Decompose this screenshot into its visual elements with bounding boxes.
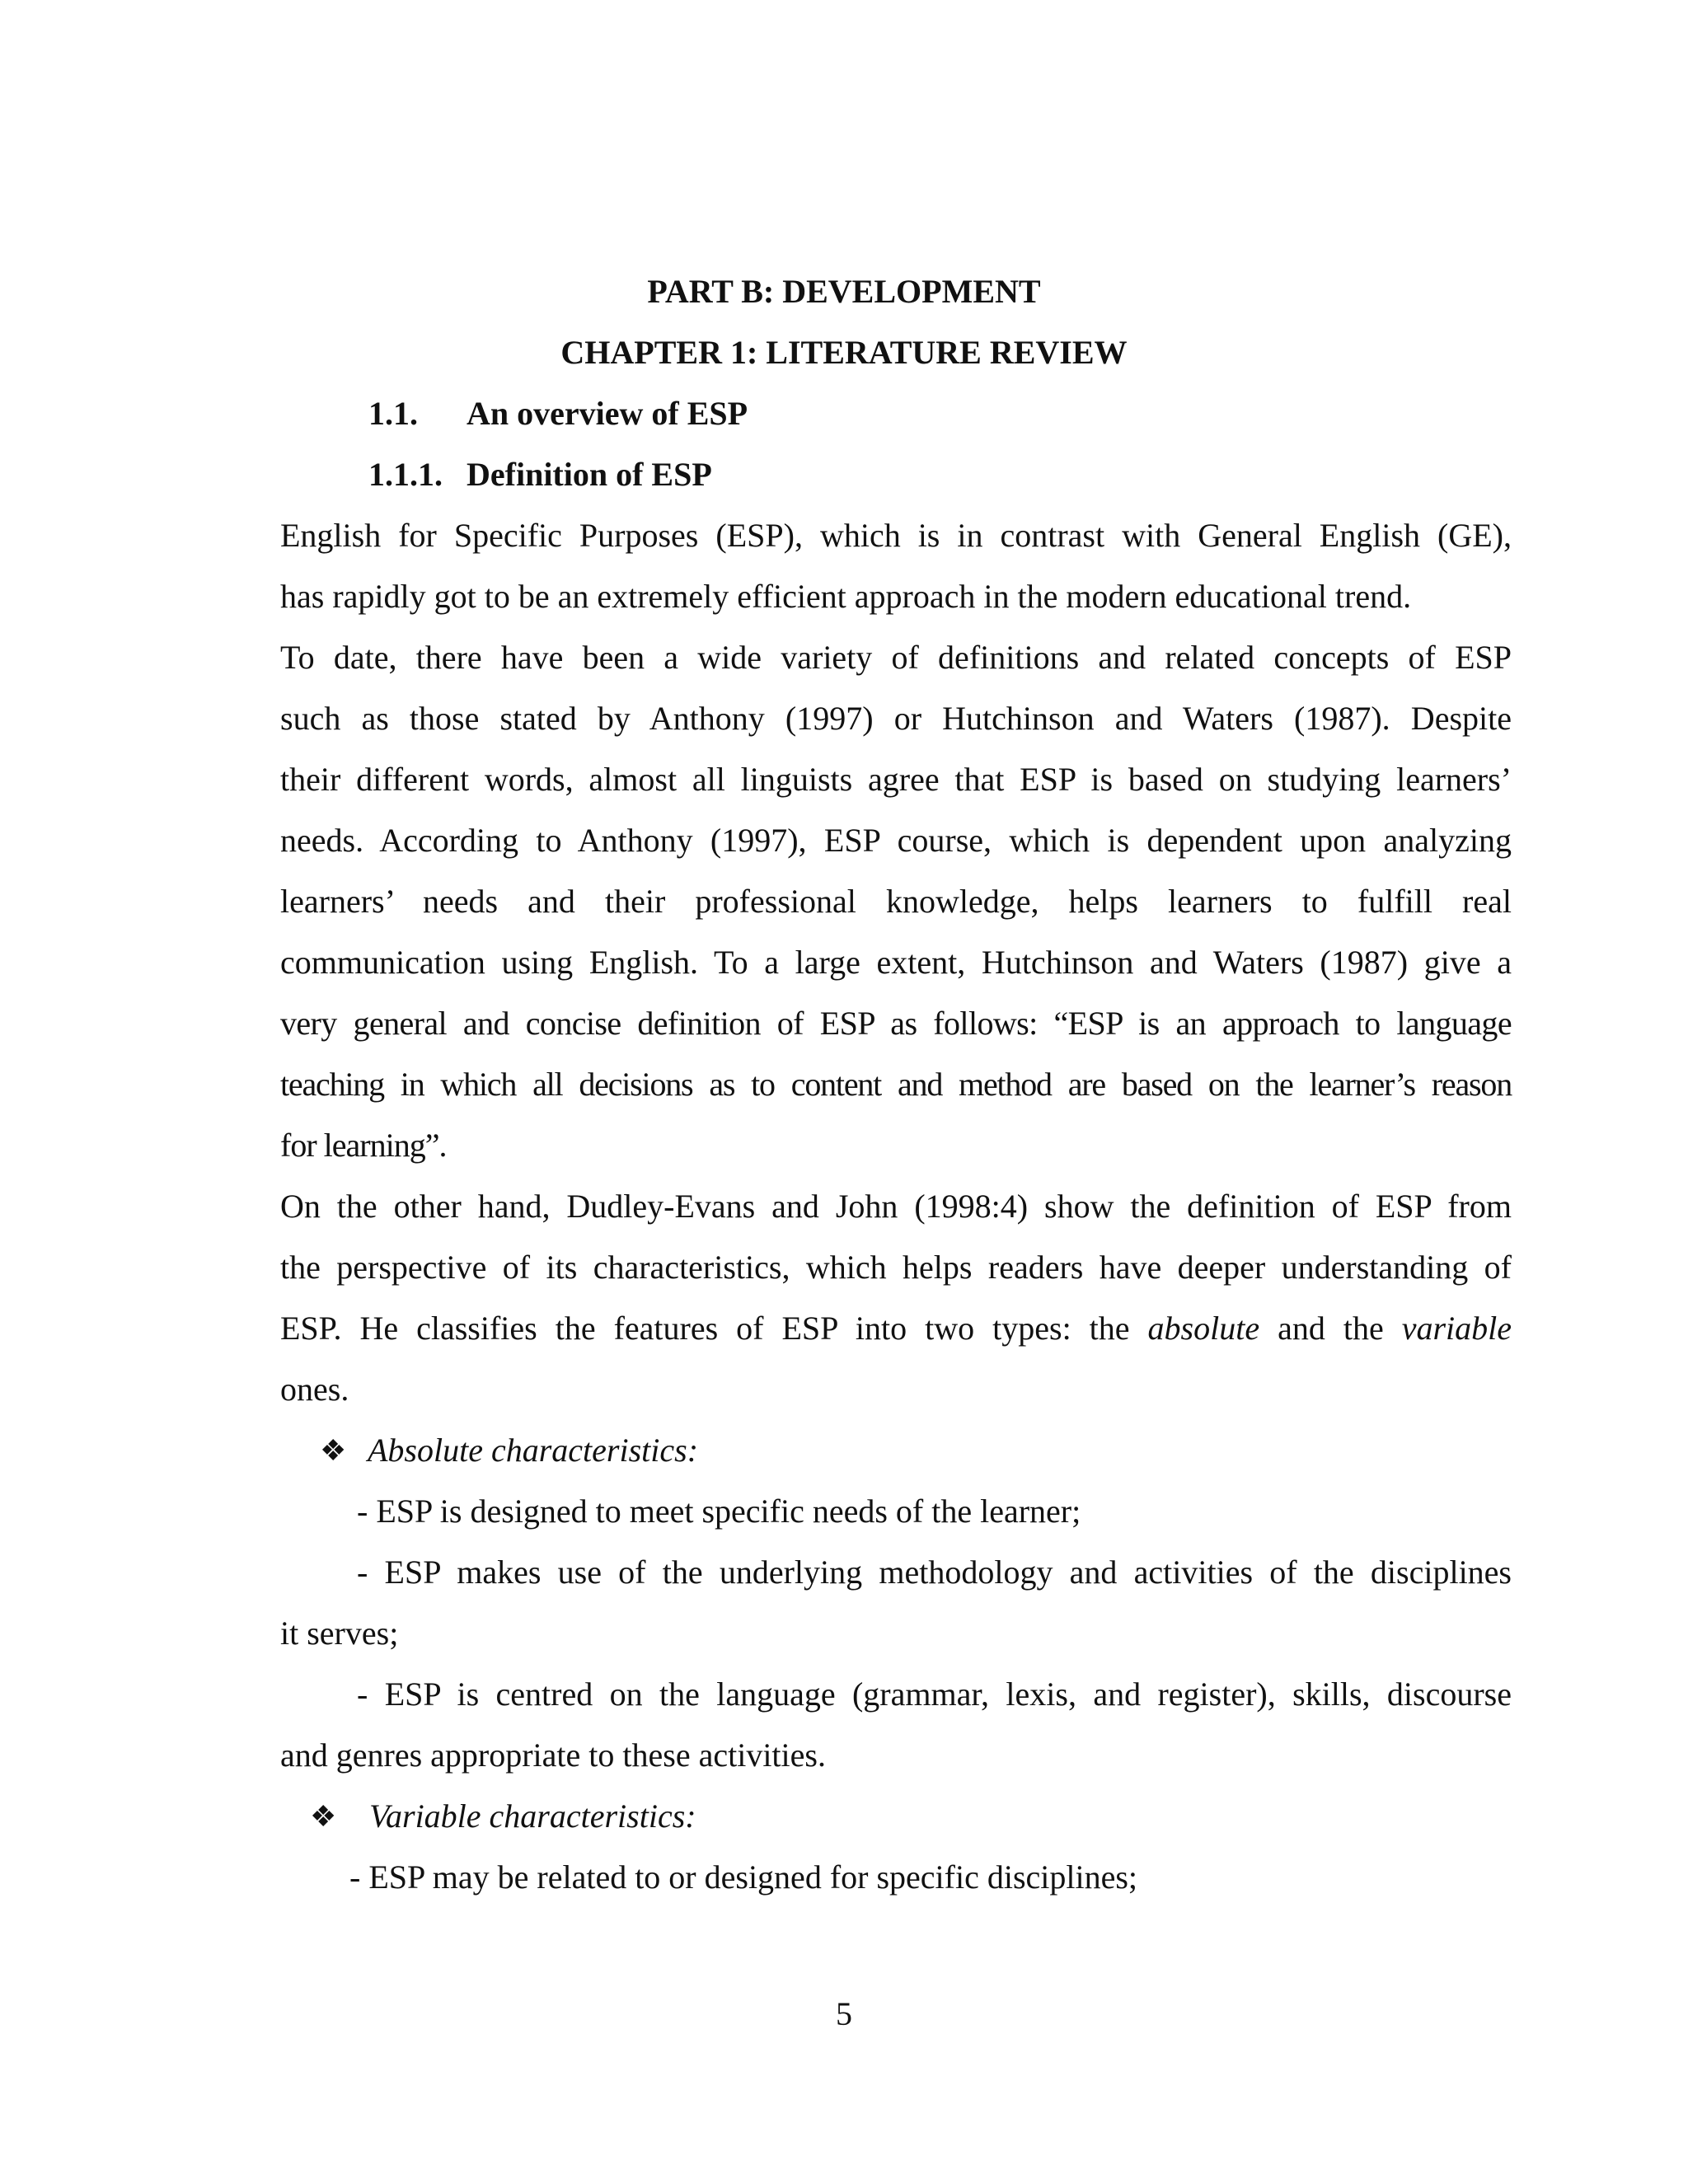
- list-item: - ESP is designed to meet specific needs of the learner;: [357, 1493, 1081, 1530]
- paragraph-line: the perspective of its characteristics, which helps readers have deeper understanding of: [280, 1249, 1512, 1286]
- section-number: 1.1.: [368, 395, 418, 432]
- emphasis-absolute: absolute: [1147, 1310, 1260, 1347]
- subsection-title: Definition of ESP: [467, 456, 712, 493]
- paragraph-text: ESP. He classifies the features of ESP into two types: the: [280, 1310, 1130, 1347]
- paragraph-line: their different words, almost all linguists agree that ESP is based on studying learners’: [280, 761, 1512, 798]
- variable-heading-text: Variable characteristics:: [369, 1797, 696, 1835]
- diamond-bullet-icon: ❖: [320, 1434, 347, 1467]
- absolute-heading-text: Absolute characteristics:: [368, 1432, 699, 1469]
- variable-characteristics-heading: [369, 1797, 696, 1835]
- section-title: An overview of ESP: [467, 395, 748, 432]
- chapter-heading: CHAPTER 1: LITERATURE REVIEW: [560, 334, 1128, 371]
- paragraph-line: English for Specific Purposes (ESP), which is in contrast with General English (GE),: [280, 517, 1512, 554]
- paragraph-line: such as those stated by Anthony (1997) or Hutchinson and Waters (1987). Despite: [280, 700, 1512, 737]
- paragraph-line: [280, 1312, 1512, 1345]
- paragraph-line: On the other hand, Dudley-Evans and John (1998:4) show the definition of ESP from: [280, 1188, 1512, 1225]
- paragraph-line: learners’ needs and their professional knowledge, helps learners to fulfill real: [280, 883, 1512, 920]
- paragraph-line: very general and concise definition of ESP as follows: “ESP is an approach to language: [280, 1005, 1512, 1042]
- part-heading: PART B: DEVELOPMENT: [647, 273, 1041, 310]
- list-item: - ESP may be related to or designed for specific disciplines;: [349, 1858, 1138, 1896]
- diamond-bullet-icon: ❖: [310, 1800, 337, 1833]
- absolute-characteristics-heading: [368, 1434, 698, 1467]
- list-item-continuation: and genres appropriate to these activities.: [280, 1736, 826, 1774]
- list-item: - ESP makes use of the underlying methodology and activities of the disciplines: [357, 1554, 1512, 1591]
- paragraph-line: To date, there have been a wide variety of definitions and related concepts of ESP: [280, 639, 1512, 676]
- page-number: 5: [836, 1995, 852, 2032]
- emphasis-variable: variable: [1401, 1310, 1512, 1347]
- paragraph-line: communication using English. To a large extent, Hutchinson and Waters (1987) give a: [280, 944, 1512, 981]
- list-item: - ESP is centred on the language (grammar, lexis, and register), skills, discourse: [357, 1675, 1512, 1713]
- paragraph-line: for learning”.: [280, 1127, 447, 1164]
- paragraph-line: ones.: [280, 1371, 349, 1408]
- list-item-continuation: it serves;: [280, 1615, 399, 1652]
- paragraph-line: needs. According to Anthony (1997), ESP course, which is dependent upon analyzing: [280, 822, 1512, 859]
- paragraph-line: has rapidly got to be an extremely efficient approach in the modern educational trend.: [280, 578, 1412, 615]
- paragraph-text: and the: [1278, 1310, 1384, 1347]
- paragraph-line: teaching in which all decisions as to content and method are based on the learner’s reason: [280, 1066, 1512, 1103]
- subsection-number: 1.1.1.: [368, 456, 443, 493]
